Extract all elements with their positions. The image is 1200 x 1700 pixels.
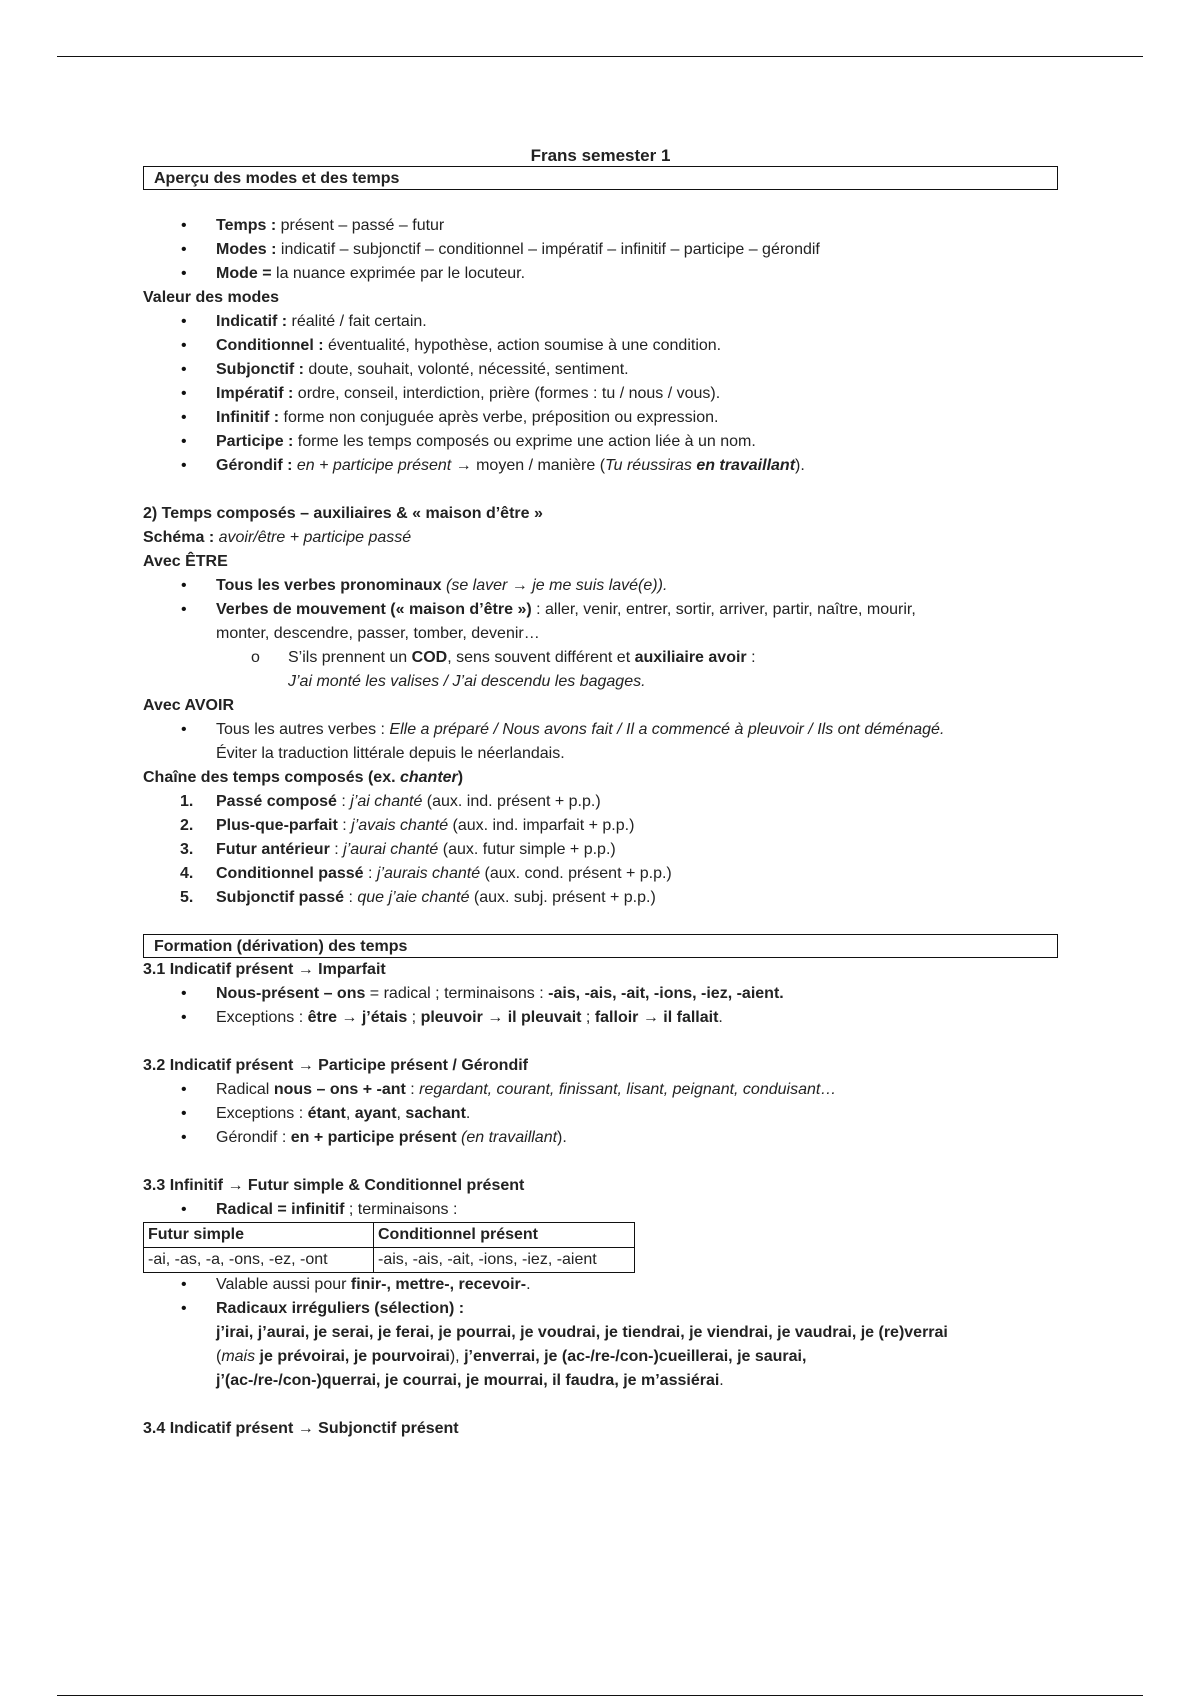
list-item: • Radicaux irréguliers (sélection) : j’irai, j’aurai, je serai, je ferai, je pourrai, je voudrai, je tiendrai, je viendrai, je vaudrai, je (re)verrai (mais je prévoirai, je pourvoirai), j’enverrai, je (ac-/re-/con-)cueillerai, je saurai, j’(ac-/re-/con-)querrai, je courrai, je mourrai, il faudra, je m’assiérai. [143, 1297, 1058, 1393]
chaine-heading: Chaîne des temps composés (ex. chanter) [143, 769, 464, 786]
s33-list [143, 1273, 1058, 1393]
table-header: Futur simple [144, 1223, 374, 1248]
list-item: • Nous-présent – ons = radical ; terminaisons : -ais, -ais, -ait, -ions, -iez, -aient. [143, 982, 1058, 1006]
list-item: • Conditionnel : éventualité, hypothèse, action soumise à une condition. [143, 334, 1058, 358]
section-box-formation: Formation (dérivation) des temps [143, 934, 1058, 958]
list-item: • Exceptions : être → j’étais ; pleuvoir → il pleuvait ; falloir → il fallait. [143, 1006, 1058, 1030]
list-item: 2. Plus-que-parfait : j’avais chanté (aux. ind. imparfait + p.p.) [180, 817, 635, 834]
list-item: • Radical = infinitif ; terminaisons : [143, 1198, 1058, 1222]
list-item: • Infinitif : forme non conjuguée après verbe, préposition ou expression. [143, 406, 1058, 430]
s31-heading: 3.1 Indicatif présent → Imparfait [143, 961, 386, 978]
s34-heading: 3.4 Indicatif présent → Subjonctif présent [143, 1420, 459, 1437]
list-item: • Subjonctif : doute, souhait, volonté, nécessité, sentiment. [143, 358, 1058, 382]
table-cell: -ais, -ais, -ait, -ions, -iez, -aient [374, 1248, 635, 1273]
s33-heading: 3.3 Infinitif → Futur simple & Conditionnel présent [143, 1177, 525, 1194]
spacer [143, 910, 1058, 934]
list-item: • Mode = la nuance exprimée par le locuteur. [143, 262, 1058, 286]
s31-list [143, 982, 1058, 1030]
s32-heading: 3.2 Indicatif présent → Participe présent / Gérondif [143, 1057, 528, 1074]
spacer [143, 1150, 1058, 1174]
list-item: • Tous les autres verbes : Elle a préparé / Nous avons fait / Il a commencé à pleuvoir / Ils ont déménagé. Éviter la traduction littérale depuis le néerlandais. [143, 718, 1058, 766]
circle-bullet-icon: o [251, 649, 260, 666]
list-item: • Impératif : ordre, conseil, interdiction, prière (formes : tu / nous / vous). [143, 382, 1058, 406]
valeur-heading: Valeur des modes [143, 289, 280, 306]
list-item: • Indicatif : réalité / fait certain. [143, 310, 1058, 334]
list-item: • Modes : indicatif – subjonctif – conditionnel – impératif – infinitif – participe – gérondif [143, 238, 1058, 262]
schema-line: Schéma : avoir/être + participe passé [143, 529, 412, 546]
avec-avoir-heading: Avec AVOIR [143, 697, 234, 714]
table-row [144, 1248, 635, 1273]
conjugation-table [143, 1222, 635, 1273]
table-header: Conditionnel présent [374, 1223, 635, 1248]
page-title: Frans semester 1 [530, 146, 671, 165]
list-item: • Exceptions : étant, ayant, sachant. [143, 1102, 1058, 1126]
header-rule [57, 56, 1143, 57]
list-item: 5. Subjonctif passé : que j’aie chanté (aux. subj. présent + p.p.) [180, 889, 656, 906]
spacer [143, 1030, 1058, 1054]
spacer [143, 478, 1058, 502]
etre-list [143, 574, 1058, 646]
list-item: 4. Conditionnel passé : j’aurais chanté (aux. cond. présent + p.p.) [180, 865, 672, 882]
list-item: • Valable aussi pour finir-, mettre-, recevoir-. [143, 1273, 1058, 1297]
list-item: • Gérondif : en + participe présent → moyen / manière (Tu réussiras en travaillant). [143, 454, 1058, 478]
list-item: • Radical nous – ons + -ant : regardant, courant, finissant, lisant, peignant, conduisant… [143, 1078, 1058, 1102]
s33-radical-list [143, 1198, 1058, 1222]
spacer [143, 190, 1058, 214]
table-header-row [144, 1223, 635, 1248]
sub-item: o S’ils prennent un COD, sens souvent différent et auxiliaire avoir : J’ai monté les valises / J’ai descendu les bagages. [143, 646, 1058, 694]
avoir-list [143, 718, 1058, 766]
list-item: • Gérondif : en + participe présent (en travaillant). [143, 1126, 1058, 1150]
chain-list [143, 790, 1058, 910]
overview-list [143, 214, 1058, 286]
list-item: 1. Passé composé : j’ai chanté (aux. ind. présent + p.p.) [180, 793, 601, 810]
list-item: • Verbes de mouvement (« maison d’être ») : aller, venir, entrer, sortir, arriver, partir, naître, mourir, monter, descendre, passer, tomber, devenir… [143, 598, 1058, 646]
list-item: • Participe : forme les temps composés ou exprime une action liée à un nom. [143, 430, 1058, 454]
footer-rule [57, 1695, 1143, 1696]
list-item: 3. Futur antérieur : j’aurai chanté (aux. futur simple + p.p.) [180, 841, 616, 858]
list-item: • Temps : présent – passé – futur [143, 214, 1058, 238]
valeur-list [143, 310, 1058, 478]
s32-list [143, 1078, 1058, 1150]
list-item: • Tous les verbes pronominaux (se laver → je me suis lavé(e)). [143, 574, 1058, 598]
table-cell: -ai, -as, -a, -ons, -ez, -ont [144, 1248, 374, 1273]
section-box-apercu: Aperçu des modes et des temps [143, 166, 1058, 190]
document-body [143, 146, 1058, 1441]
section2-heading: 2) Temps composés – auxiliaires & « maison d’être » [143, 505, 543, 522]
avec-etre-heading: Avec ÊTRE [143, 553, 228, 570]
spacer [143, 1393, 1058, 1417]
